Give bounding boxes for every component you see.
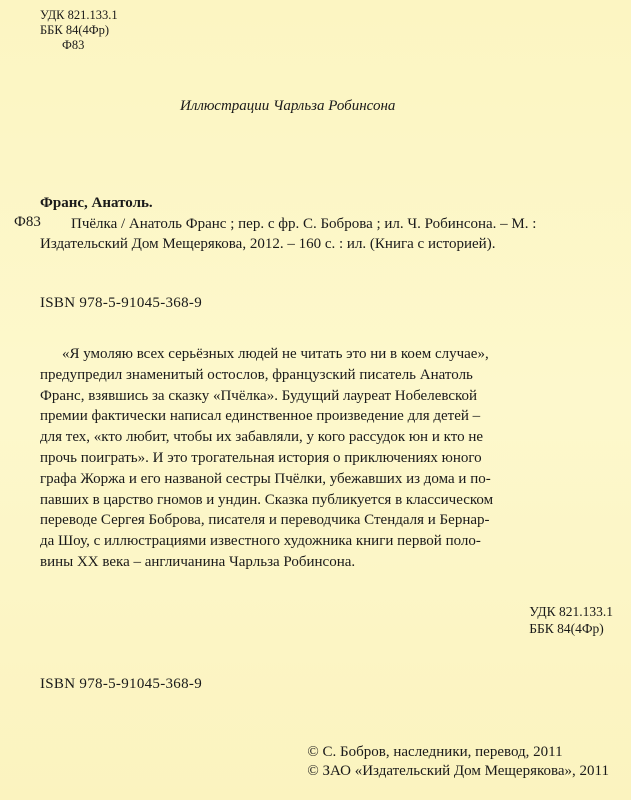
annotation-line: переводе Сергея Боброва, писателя и переводчика Стендаля и Бернар- — [40, 512, 490, 529]
bbk-code-bottom: ББК 84(4Фр) — [529, 621, 604, 636]
biblio-line-2: Издательский Дом Мещерякова, 2012. – 160 с. : ил. (Книга с историей). — [40, 236, 496, 252]
illustrations-credit: Иллюстрации Чарльза Робинсона — [180, 98, 396, 114]
catalog-author: Франс, Анатоль. — [40, 195, 153, 211]
annotation — [40, 344, 610, 573]
annotation-line: «Я умоляю всех серьёзных людей не читать это ни в коем случае», — [62, 346, 489, 362]
classification-codes-bottom — [529, 603, 613, 637]
udk-code: УДК 821.133.1 — [40, 8, 118, 22]
bibliographic-description — [40, 214, 610, 254]
annotation-line: для тех, «кто любит, чтобы их забавляли, у кого рассудок юн и кто не — [40, 429, 483, 446]
bbk-code: ББК 84(4Фр) — [40, 23, 110, 37]
classification-codes-top — [40, 8, 118, 53]
author-mark: Ф83 — [62, 38, 85, 52]
biblio-line-1: Пчёлка / Анатоль Франс ; пер. с фр. С. Боброва ; ил. Ч. Робинсона. – М. : — [71, 216, 537, 232]
catalog-author-mark: Ф83 — [14, 214, 41, 230]
annotation-line: да Шоу, с иллюстрациями известного художника книги первой поло- — [40, 533, 481, 550]
isbn-bottom: ISBN 978-5-91045-368-9 — [40, 676, 203, 692]
annotation-line: графа Жоржа и его названой сестры Пчёлки, убежавших из дома и по- — [40, 470, 491, 487]
copyright-notice — [307, 743, 609, 781]
copyright-line-publisher: © ЗАО «Издательский Дом Мещерякова», 2011 — [307, 763, 609, 779]
annotation-line: премии фактически написал единственное произведение для детей – — [40, 408, 481, 425]
annotation-line: предупредил знаменитый остослов, французский писатель Анатоль — [40, 366, 473, 383]
udk-code-bottom: УДК 821.133.1 — [529, 604, 613, 619]
annotation-line: павших в царство гномов и ундин. Сказка публикуется в классическом — [40, 491, 494, 508]
annotation-line: вины XX века – англичанина Чарльза Робинсона. — [40, 553, 356, 570]
annotation-line: прочь поиграть». И это трогательная история о приключениях юного — [40, 449, 482, 466]
copyright-line-translation: © С. Бобров, наследники, перевод, 2011 — [307, 744, 563, 760]
annotation-line: Франс, взявшись за сказку «Пчёлка». Будущий лауреат Нобелевской — [40, 387, 478, 404]
isbn-top: ISBN 978-5-91045-368-9 — [40, 295, 203, 311]
